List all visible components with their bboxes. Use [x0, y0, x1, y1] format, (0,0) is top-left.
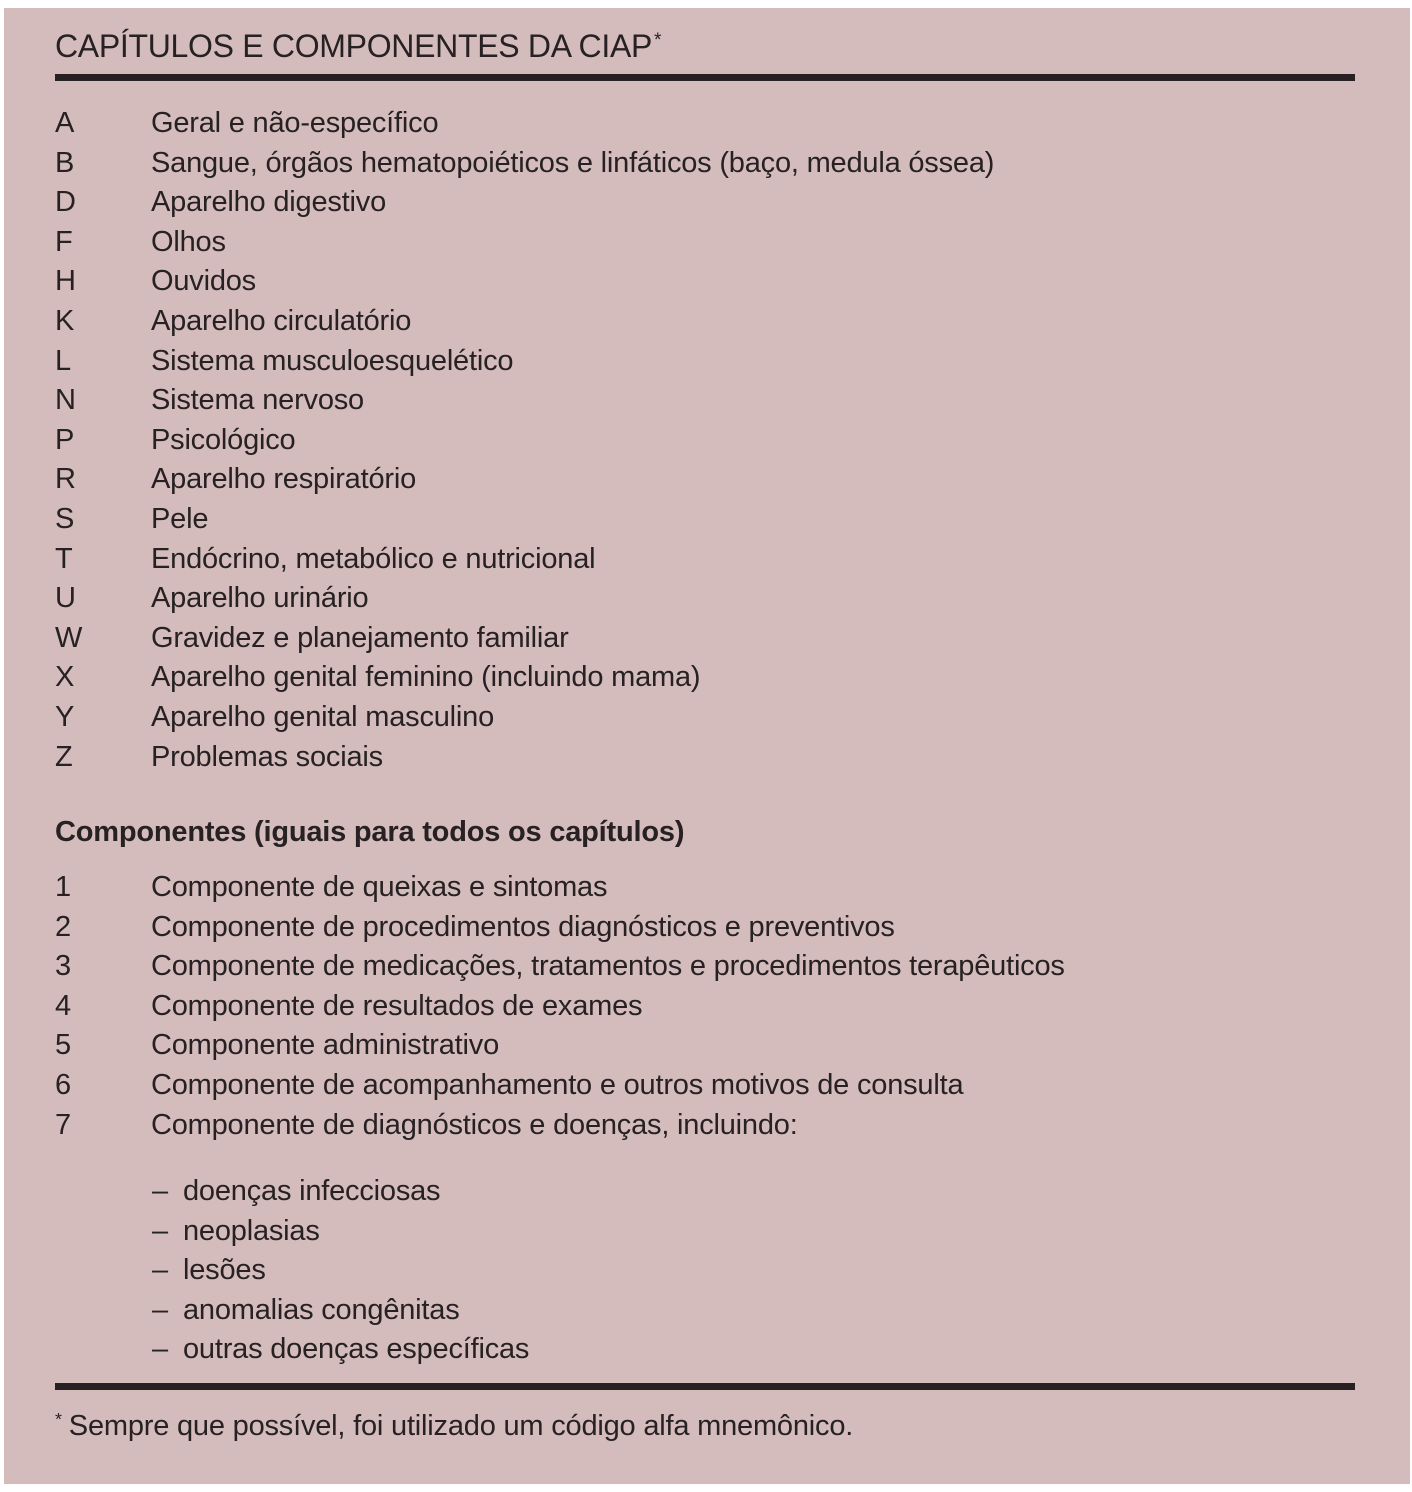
component-number: 6: [55, 1068, 71, 1101]
component-number: 7: [55, 1108, 71, 1141]
footnote-text: Sempre que possível, foi utilizado um código alfa mnemônico.: [68, 1410, 854, 1442]
chapter-row: [55, 460, 1355, 500]
chapter-code: T: [55, 542, 73, 575]
component-number: 5: [55, 1029, 71, 1062]
chapter-label: Olhos: [151, 225, 226, 258]
chapter-label: Sangue, órgãos hematopoiéticos e linfáticos (baço, medula óssea): [151, 146, 995, 179]
chapter-label: Problemas sociais: [151, 740, 383, 773]
component-row: [55, 908, 1355, 948]
component-label: Componente de medicações, tratamentos e procedimentos terapêuticos: [151, 950, 1065, 983]
chapter-label: Psicológico: [151, 423, 296, 456]
chapter-label: Endócrino, metabólico e nutricional: [151, 542, 596, 575]
subitems-list: [55, 1172, 1355, 1370]
component-number: 4: [55, 989, 71, 1022]
chapter-code: B: [55, 146, 75, 179]
dash-bullet: –: [152, 1293, 168, 1326]
chapter-label: Gravidez e planejamento familiar: [151, 621, 569, 654]
component-row: [55, 1106, 1355, 1146]
chapter-code: L: [55, 344, 71, 377]
chapter-label: Aparelho circulatório: [151, 304, 412, 337]
chapter-label: Ouvidos: [151, 265, 256, 298]
subitem-label: lesões: [183, 1254, 266, 1287]
dash-bullet: –: [152, 1333, 168, 1366]
chapter-row: [55, 579, 1355, 619]
component-label: Componente de resultados de exames: [151, 989, 643, 1022]
component-row: [55, 1066, 1355, 1106]
chapter-row: [55, 738, 1355, 778]
panel-title: [55, 24, 1355, 74]
chapter-label: Aparelho genital masculino: [151, 700, 495, 733]
component-number: 3: [55, 950, 71, 983]
dash-bullet: –: [152, 1254, 168, 1287]
chapter-row: [55, 223, 1355, 263]
chapter-row: [55, 619, 1355, 659]
component-row: [55, 1026, 1355, 1066]
subitem-row: [55, 1212, 1355, 1252]
chapter-row: [55, 262, 1355, 302]
chapter-label: Aparelho urinário: [151, 582, 369, 615]
chapter-label: Aparelho respiratório: [151, 463, 416, 496]
component-row: [55, 987, 1355, 1027]
component-label: Componente administrativo: [151, 1029, 500, 1062]
dash-bullet: –: [152, 1175, 168, 1207]
chapter-code: A: [55, 107, 75, 139]
chapter-row: [55, 540, 1355, 580]
subitem-row: [55, 1291, 1355, 1331]
chapter-label: Aparelho genital feminino (incluindo mama): [151, 661, 701, 694]
chapter-code: Y: [55, 700, 75, 733]
chapter-code: H: [55, 265, 76, 298]
footnote: [55, 1404, 1355, 1451]
component-row: [55, 868, 1355, 908]
component-row: [55, 947, 1355, 987]
chapter-row: [55, 421, 1355, 461]
chapter-row: [55, 104, 1355, 144]
chapters-list: [55, 104, 1355, 777]
subitem-label: neoplasias: [183, 1214, 320, 1247]
chapter-row: [55, 342, 1355, 382]
chapter-row: [55, 381, 1355, 421]
subitem-row: [55, 1251, 1355, 1291]
chapter-code: X: [55, 661, 75, 694]
chapter-label: Sistema musculoesquelético: [151, 344, 514, 377]
dash-bullet: –: [152, 1214, 168, 1247]
chapter-label: Geral e não-específico: [151, 107, 439, 139]
chapter-row: [55, 183, 1355, 223]
chapter-row: [55, 302, 1355, 342]
component-label: Componente de queixas e sintomas: [151, 871, 608, 903]
chapter-code: R: [55, 463, 76, 496]
chapter-row: [55, 698, 1355, 738]
component-label: Componente de procedimentos diagnósticos e preventivos: [151, 910, 895, 943]
chapter-code: N: [55, 384, 76, 417]
subitem-label: outras doenças específicas: [183, 1333, 530, 1366]
chapter-code: D: [55, 186, 76, 219]
chapter-label: Sistema nervoso: [151, 384, 364, 417]
chapter-code: W: [55, 621, 83, 654]
chapter-code: P: [55, 423, 75, 456]
subitem-row: [55, 1330, 1355, 1370]
chapter-code: F: [55, 225, 73, 258]
components-heading: Componentes (iguais para todos os capítulos): [55, 816, 685, 848]
bottom-rule: [55, 1383, 1355, 1390]
chapter-code: Z: [55, 740, 73, 773]
chapter-label: Pele: [151, 502, 209, 535]
component-label: Componente de diagnósticos e doenças, incluindo:: [151, 1108, 798, 1141]
panel-title-text: CAPÍTULOS E COMPONENTES DA CIAP: [55, 28, 653, 64]
footnote-asterisk-marker: *: [55, 1409, 62, 1430]
component-number: 2: [55, 910, 71, 943]
chapter-row: [55, 500, 1355, 540]
component-number: 1: [55, 871, 71, 903]
components-list: [55, 868, 1355, 1145]
component-label: Componente de acompanhamento e outros motivos de consulta: [151, 1068, 964, 1101]
subitem-row: [55, 1172, 1355, 1212]
subitem-label: anomalias congênitas: [183, 1293, 460, 1326]
ciap-chapters-panel: [4, 8, 1410, 1484]
subitem-label: doenças infecciosas: [183, 1175, 441, 1207]
top-rule: [55, 74, 1355, 81]
chapter-code: K: [55, 304, 75, 337]
title-asterisk-marker: *: [654, 30, 662, 52]
chapter-row: [55, 144, 1355, 184]
chapter-row: [55, 658, 1355, 698]
chapter-code: U: [55, 582, 76, 615]
chapter-code: S: [55, 502, 75, 535]
chapter-label: Aparelho digestivo: [151, 186, 386, 219]
